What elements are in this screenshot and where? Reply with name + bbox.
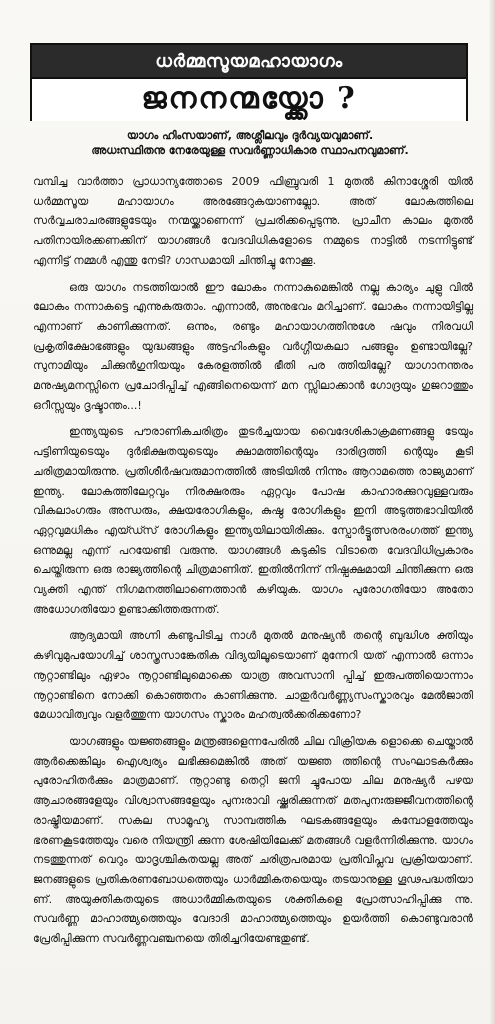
paragraph-3: ഇന്ത്യയുടെ പൗരാണികചരിത്രം തുടർച്ചയായ വൈദേശികാക്രമണങ്ങളു ടേയും പട്ടിണിയുടെയും ദുർഭിക്ഷതയുടെയും ക്ഷാമത്തിന്റെയും ദാരിദ്രത്തി ന്റെയും കൂടി ചരിത്രമായിരുന്നു. പ്രതിശീർഷവരുമാനത്തിൽ അടിയിൽ നിന്നും ആറാമത്തെ രാജ്യമാണ് ഇന്ത്യ. ലോകത്തിലേറ്റവും നിരക്ഷരരും ഏറ്റവും പോഷ കാഹാരക്കുറവുള്ളവരും വികലാംഗരും അന്ധരും, ക്ഷയരോഗികളും, കുഷ്ഠ രോഗികളും ഇനി അടുത്തഭാവിയിൽ ഏറ്റവുമധികം എയ്ഡ്സ് രോഗികളും ഇന്ത്യയിലായിരിക്കും. സ്പോർട്ട്മത്സരരംഗത്ത് ഇന്ത്യ ഒന്നുമല്ല എന്ന് പറയേണ്ടി വരുന്നു. യാഗങ്ങൾ കടുകിട വിടാതെ വേദവിധിപ്രകാരം ചെയ്തിരുന്ന ഒരു രാജ്യത്തിന്റെ ചിത്രമാണിത്. ഇതിൽനിന്ന് നിഷ്പക്ഷമായി ചിന്തിക്കുന്ന ഒരു വ്യക്തി എന്ത് നിഗമനത്തിലാണെത്താൻ കഴിയുക. യാഗം പുരോഗതിയോ അതോ അധോഗതിയോ ഉണ്ടാക്കിത്തരുന്നത്. xyxy=(33,425,473,616)
subtitle-line-1: യാഗം ഹിംസയാണ്, അശ്ലീലവും ദുർവ്യയവുമാണ്. xyxy=(126,129,374,142)
subtitle-line-2: അധഃസ്ഥിതനു നേരേയുള്ള സവർണ്ണാധികാര സ്ഥാപനവുമാണ്. xyxy=(91,144,409,157)
headline-band xyxy=(32,77,466,121)
page-edge-shadow xyxy=(489,0,495,1024)
paragraph-2: ഒരു യാഗം നടത്തിയാൽ ഈ ലോകം നന്നാകുമെങ്കിൽ നല്ല കാര്യം ചുളു വിൽ ലോകം നന്നാകട്ടെ എന്നുകരുതാം. എന്നാൽ, അനുഭവം മറിച്ചാണ്. ലോകം നന്നായിട്ടില്ല എന്നാണ് കാണിക്കുന്നത്. ഒന്നും, രണ്ടും മഹായാഗത്തിനുശേ ഷവും നിരവധി പ്രകൃതിക്ഷോഭങ്ങളും യുദ്ധങ്ങളും അട്ടഹിംകളും വർഗ്ഗീയകലാ പങ്ങളും ഉണ്ടായില്ലേ? സുനാമിയും ചിക്കുൻഗുനിയയും കേരളത്തിൽ ഭീതി പര ത്തിയില്ലേ? യാഗാനന്തരം മനുഷ്യമനസ്സിനെ പ്രചോദിപ്പിച്ച് എങ്ങിനെയെന്ന് മന സ്സിലാക്കാൻ ഗോദ്രയും ഗുജറാത്തും ഒറീസ്സയും ദൃഷ്ടാന്തം...! xyxy=(33,280,473,412)
event-title: ധർമ്മസൂയമഹായാഗം xyxy=(155,51,343,72)
subtitle xyxy=(40,128,460,158)
headline: ജനനന്മയ്ക്കോ ? xyxy=(141,81,357,116)
title-banner xyxy=(30,43,468,121)
paragraph-5: യാഗങ്ങളും യജ്ഞങ്ങളും മന്ത്രങ്ങളെന്നപേരിൽ ചില വിക്രിയക ളൊക്കെ ചെയ്താൽ ആർക്കെങ്കിലും ഐശ്വര്യം ലഭിക്കുമെങ്കിൽ അത് യജ്ഞ ത്തിന്റെ സംഘാടകർക്കും പുരോഹിതർക്കും മാത്രമാണ്. നൂറ്റാണ്ടു തെറ്റി ജനി ച്ചുപോയ ചില മനുഷ്യർ പഴയ ആചാരങ്ങളേയും വിശ്വാസങ്ങളേയും പുനഃരാവി ഷ്ക്കരിക്കുന്നത് മതപുനഃരുജ്ജീവനത്തിന്റെ രാഷ്ട്രീയമാണ്. സകല സാമൂഹ്യ സാമ്പത്തിക ഘടകങ്ങളേയും കമ്പോളത്തേയും ഭരണകൂടത്തേയും വരെ നിയന്ത്രി ക്കുന്ന ശേഷിയിലേക്ക് മതങ്ങൾ വളർന്നിരിക്കുന്നു. യാഗം നടത്തുന്നത് വെറും യാദൃശ്ചികതയല്ല അത് ചരിത്രപരമായ പ്രതിവിപ്ലവ പ്രക്രിയയാണ്. ജനങ്ങളുടെ പ്രതികരണബോധത്തെയും ധാർമ്മികതയെയും തടയാനുള്ള ഗൂഢപദ്ധതിയാ ണ്. അയുക്തികതയുടെ അധാർമ്മികതയുടെ ശക്തികളെ പ്രോത്സാഹിപ്പിക്കു ന്നു. സവർണ്ണ മാഹാത്മ്യത്തെയും വേദാദി മാഹാത്മ്യത്തെയും ഉയർത്തി കൊണ്ടുവരാൻ പ്രേരിപ്പിക്കുന്ന സവർണ്ണവഞ്ചനയെ തിരിച്ചറിയേണ്ടതുണ്ട്. xyxy=(33,734,473,946)
paragraph-1: വമ്പിച്ച വാർത്താ പ്രാധാന്യത്തോടെ 2009 ഫിബ്രുവരി 1 മുതൽ കിനാശ്ശേരി യിൽ ധർമ്മസൂയ മഹായാഗം അരങ്ങേറുകയാണല്ലോ. അത് ലോകത്തിലെ സർവ്വചരാചരങ്ങളുടേയും നന്മയ്ക്കാണെന്ന് പ്രചരിക്കപ്പെടുന്നു. പ്രാചീന കാലം മുതൽ പതിനായിരക്കണക്കിന് യാഗങ്ങൾ വേദവിധികളോടെ നമ്മുടെ നാട്ടിൽ നടന്നിട്ടുണ്ട് എന്നിട്ട് നമ്മൾ എന്തു നേടി? ഗാന്ധമായി ചിന്തിച്ചു നോക്കൂ. xyxy=(33,175,473,267)
article-body xyxy=(33,172,473,956)
paragraph-4: ആദ്യമായി അഗ്നി കണ്ടുപിടിച്ച നാൾ മുതൽ മനുഷ്യൻ തന്റെ ബുദ്ധിശ ക്തിയും കഴിവുമുപയോഗിച്ച് ശാസ്ത്രസാങ്കേതിക വിദ്യയിലൂടെയാണ് മുന്നേറി യത് എന്നാൽ ഒന്നാം നൂറ്റാണ്ടിലും ഏഴാം നൂറ്റാണ്ടിലുമൊക്കെ യാത്ര അവസാനി പ്പിച്ച് ഇരുപത്തിയൊന്നാം നൂറ്റാണ്ടിനെ നോക്കി കൊഞ്ഞനം കാണിക്കുന്നു. ചാതുർവർണ്ണ്യസംസ്കാരവും മേൽജാതി മേധാവിത്വവും വളർത്തുന്ന യാഗസം സ്കാരം മഹത്വൽക്കരിക്കണോ? xyxy=(33,629,473,722)
